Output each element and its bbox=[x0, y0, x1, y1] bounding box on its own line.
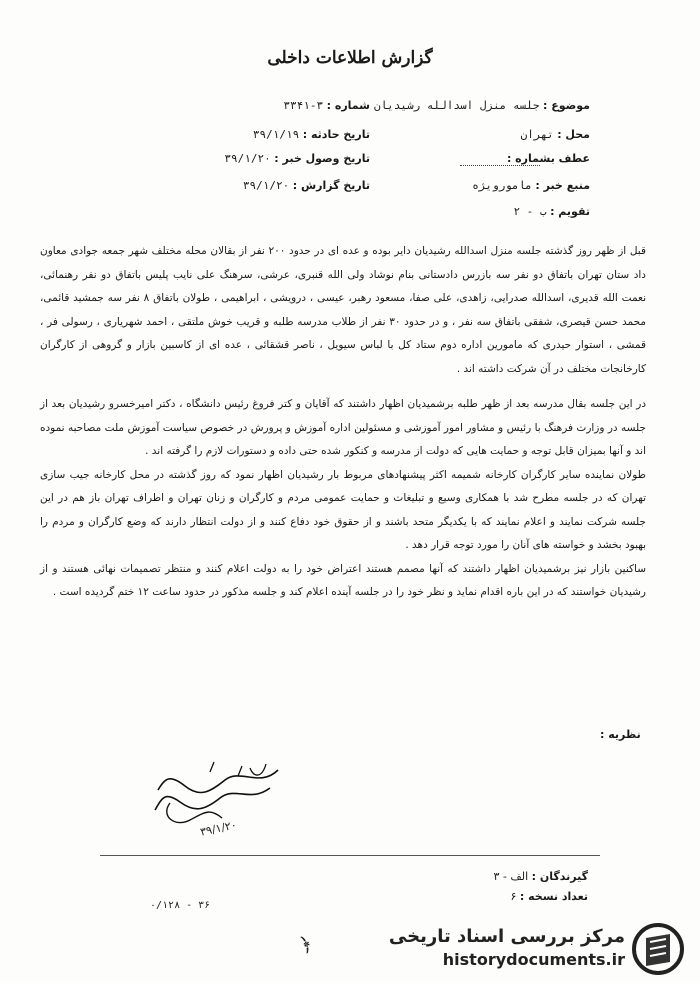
report-date-value: ۳۹/۱/۲۰ bbox=[242, 179, 290, 192]
evaluation-value: ب - ۲ bbox=[513, 205, 547, 218]
body-paragraph-3: طولان نماینده سایر کارگران کارخانه شمیمه اکثر پیشنهادهای مربوط بار رشیدیان اظهار نمود که روز گذشته در محل کارخانه جیب سازی تهران که در جلسه مطرح شد با همکاری وسیع و تبلیغات و حمایت عمومی مردم و کارگران و زنان تهران و اطراف تهران باز هم در این جلسه شرکت نمایند و اعلام نمایند که با یکدیگر متحد باشند و از حقوق خود دفاع کنند و از دولت انتظار دارند که وضع کارگران و مردم را بهبود بخشد و خواسته های آنان را مورد توجه قرار دهد . bbox=[40, 468, 646, 551]
recipients-field bbox=[493, 870, 588, 883]
subject-field bbox=[374, 99, 590, 112]
archive-logo-icon bbox=[630, 922, 686, 976]
report-body bbox=[40, 240, 646, 605]
source-field bbox=[472, 179, 590, 192]
event-date-field bbox=[253, 128, 370, 141]
place-value: تهران bbox=[520, 128, 554, 141]
report-date-field bbox=[243, 179, 370, 192]
recipients-label: گیرندگان : bbox=[531, 870, 588, 883]
reference-label: عطف بشماره : bbox=[506, 152, 590, 165]
watermark-url-text: historydocuments.ir bbox=[442, 950, 625, 969]
source-label: منبع خبر : bbox=[535, 179, 590, 192]
recipients-value: الف - ۳ bbox=[493, 870, 529, 883]
copies-field bbox=[510, 890, 588, 903]
body-paragraph-1: قبل از ظهر روز گذشته جلسه منزل اسدالله رشیدیان دایر بوده و عده ای در حدود ۲۰۰ نفر از بقالان محله مختلف شهر جمعه جوادی معاون داد ستان تهران باتفاق دو نفر سه بازرس دادستانی بنام نوشاد ولی الله قنبری، عرشی، سرهنگ علی نایب پلیس باتفاق دو نفر رهنمائی، نعمت الله قدیری، اسدالله صدرایی، زاهدی، علی صفا، مسعود رهبر، عیسی ، درویشی ، ابراهیمی ، طولان باتفاق ۸ نفر سه جمشید قائمی، محمد حسن قیصری، شفقی باتفاق سه نفر ، و در حدود ۳۰ نفر از طلاب مدرسه طلبه و قریب خوش ملتقی ، احمد شهریاری ، رسولی فر ، قمشی ، استوار حیدری که مامورین اداره دوم ستاد کل با لباس سیویل ، ناصر قشقائی ، عده ای از کاسبین بازار و گروهی از کارگران کارخانجات مختلف در آن شرکت داشته اند . bbox=[40, 245, 647, 375]
number-label: شماره : bbox=[326, 99, 370, 112]
event-date-label: تاریخ حادثه : bbox=[302, 128, 370, 141]
event-date-value: ۳۹/۱/۱۹ bbox=[252, 128, 300, 141]
received-date-label: تاریخ وصول خبر : bbox=[274, 152, 370, 165]
copies-value: ۶ bbox=[510, 890, 517, 903]
handwritten-mark: ﴿ bbox=[296, 930, 316, 958]
received-date-value: ۳۹/۱/۲۰ bbox=[224, 152, 271, 165]
footer-divider bbox=[100, 855, 600, 856]
number-value: ۳-۳۳۴۱ bbox=[283, 99, 324, 112]
signature-date: ۳۹/۱/۲۰ bbox=[199, 818, 238, 839]
reference-dotted-line bbox=[460, 164, 540, 166]
subject-label: موضوع : bbox=[543, 99, 590, 112]
place-label: محل : bbox=[557, 128, 590, 141]
place-field bbox=[521, 128, 590, 141]
opinion-label: نظریه : bbox=[600, 728, 641, 741]
body-paragraph-4: ساکنین بازار نیز برشمیدیان اظهار داشتند که آنها مصمم هستند اعتراض خود را به دولت اعلام کنند و منتظر تصمیمات نهائی هستند و از رشیدیان خواستند که در این باره اقدام نماید و نظر خود را در جلسه آینده اعلام کند و جلسه مذکور در حدود ساعت ۱۲ ختم گردیده است . bbox=[40, 562, 646, 598]
report-date-label: تاریخ گزارش : bbox=[292, 179, 370, 192]
source-value: مامورویژه bbox=[472, 179, 532, 192]
received-date-field bbox=[224, 152, 370, 165]
watermark-persian-text: مرکز بررسی اسناد تاریخی bbox=[388, 926, 625, 947]
document-title: گزارش اطلاعات داخلی bbox=[267, 48, 433, 68]
document-number: ۰/۱۲۸ - ۳۶ bbox=[150, 900, 211, 911]
subject-value: جلسه منزل اسدالله رشیدیان bbox=[373, 99, 540, 112]
number-field bbox=[283, 99, 370, 112]
body-paragraph-2: در این جلسه بقال مدرسه بعد از ظهر طلبه برشمیدیان اظهار داشتند که آقایان و کتر فروغ رئیس دانشگاه ، دکتر امیرخسرو رشیدیان بعد از جلسه در وزارت فرهنگ با رئیس و مشاور امور آموزشی و مسئولین اداره آموزش و پرورش در خصوص سیاست آموزش ملت مصاحبه نموده اند و آنها بمیزان قابل توجه و حمایت هایی که دولت از مدرسه و کنکور شده حتی داده و دستورات لازم را گرفته اند . bbox=[40, 398, 646, 457]
evaluation-label: تقویم : bbox=[550, 205, 590, 218]
evaluation-field bbox=[513, 205, 590, 218]
copies-label: تعداد نسخه : bbox=[519, 890, 588, 903]
